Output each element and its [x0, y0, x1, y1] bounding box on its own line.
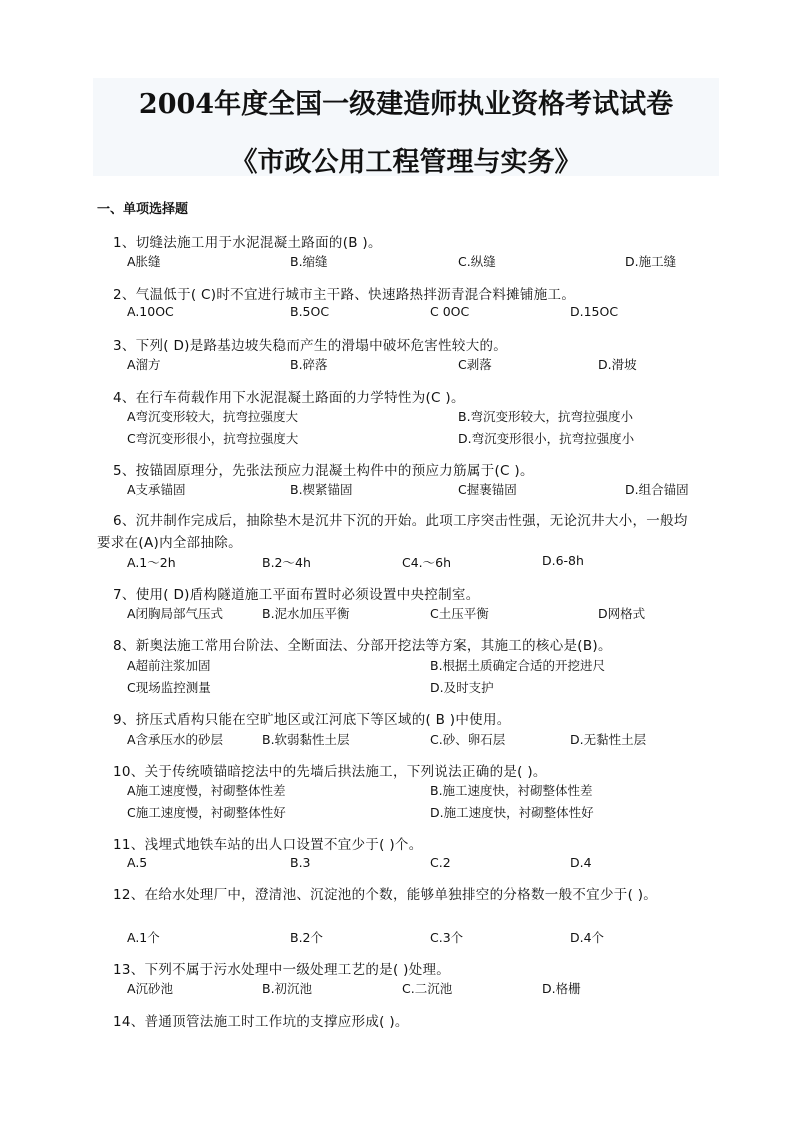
- question-stem: 7、使用( D)盾构隧道施工平面布置时必须设置中央控制室。: [113, 587, 480, 603]
- option: D网格式: [598, 606, 646, 621]
- option: D.4个: [570, 930, 605, 945]
- question-stem: 2、气温低于( C)时不宜进行城市主干路、快速路热拌沥青混合料摊铺施工。: [113, 287, 576, 303]
- question-stem: 10、关于传统喷锚暗挖法中的先墙后拱法施工，下列说法正确的是( )。: [113, 764, 547, 780]
- option: C 0OC: [430, 304, 470, 319]
- option: D.无黏性土层: [570, 732, 647, 747]
- option: A.5: [127, 855, 148, 870]
- option: A沉砂池: [127, 981, 174, 996]
- option: B.5OC: [290, 304, 330, 319]
- option: A施工速度慢，衬砌整体性差: [127, 783, 286, 798]
- option: A闭胸局部气压式: [127, 606, 224, 621]
- option: D.4: [570, 855, 592, 870]
- question-stem: 1、切缝法施工用于水泥混凝土路面的(B )。: [113, 235, 382, 251]
- option: B.碎落: [290, 357, 328, 372]
- option: A.1个: [127, 930, 160, 945]
- option: B.2～4h: [262, 555, 311, 570]
- option: B.初沉池: [262, 981, 313, 996]
- section-heading: 一、单项选择题: [97, 202, 189, 217]
- question-stem: 3、下列( D)是路基边坡失稳而产生的滑塌中破坏危害性较大的。: [113, 338, 508, 354]
- option: A支承锚固: [127, 482, 186, 497]
- option: C土压平衡: [430, 606, 489, 621]
- exam-title: 2004年度全国一级建造师执业资格考试试卷: [138, 89, 674, 120]
- option: C剥落: [458, 357, 492, 372]
- option: C施工速度慢，衬砌整体性好: [127, 805, 286, 820]
- question-stem: 12、在给水处理厂中，澄清池、沉淀池的个数，能够单独排空的分格数一般不宜少于( )。: [113, 887, 658, 903]
- question-stem: 13、下列不属于污水处理中一级处理工艺的是( )处理。: [113, 962, 451, 978]
- option: A含承压水的砂层: [127, 732, 224, 747]
- exam-subtitle: 《市政公用工程管理与实务》: [230, 147, 582, 178]
- option: D.格栅: [542, 981, 581, 996]
- option: A溜方: [127, 357, 161, 372]
- option: B.2个: [290, 930, 324, 945]
- question-stem: 4、在行车荷载作用下水泥混凝土路面的力学特性为(C )。: [113, 390, 465, 406]
- question-stem: 6、沉井制作完成后，抽除垫木是沉井下沉的开始。此项工序突击性强，无论沉井大小，一般均要求在(A)内全部抽除。: [97, 513, 688, 551]
- title-block: [93, 78, 719, 176]
- option: D.组合锚固: [625, 482, 689, 497]
- option: C.纵缝: [458, 254, 496, 269]
- option: B.缩缝: [290, 254, 328, 269]
- option: A.10OC: [127, 304, 174, 319]
- option: C握裹锚固: [458, 482, 517, 497]
- option: B.弯沉变形较大，抗弯拉强度小: [458, 409, 634, 424]
- question-stem: 11、浅埋式地铁车站的出人口设置不宜少于( )个。: [113, 837, 423, 853]
- option: A.1～2h: [127, 555, 176, 570]
- question-stem: 8、新奥法施工常用台阶法、全断面法、分部开挖法等方案，其施工的核心是(B)。: [113, 638, 612, 654]
- option: D.15OC: [570, 304, 619, 319]
- option: D.施工缝: [625, 254, 677, 269]
- option: B.施工速度快，衬砌整体性差: [430, 783, 593, 798]
- option: C.2: [430, 855, 451, 870]
- option: D.及时支护: [430, 680, 494, 695]
- option: C现场监控测量: [127, 680, 211, 695]
- question-stem: 5、按锚固原理分，先张法预应力混凝土构件中的预应力筋属于(C )。: [113, 463, 534, 479]
- option: D.弯沉变形很小，抗弯拉强度小: [458, 431, 635, 446]
- option: B.软弱黏性土层: [262, 732, 350, 747]
- option: C弯沉变形很小，抗弯拉强度大: [127, 431, 299, 446]
- option: C.二沉池: [402, 981, 453, 996]
- option: D.施工速度快，衬砌整体性好: [430, 805, 594, 820]
- question-stem: 14、普通顶管法施工时工作坑的支撑应形成( )。: [113, 1014, 409, 1030]
- option: C4.～6h: [402, 555, 452, 570]
- option: C.砂、卵石层: [430, 732, 506, 747]
- option: B.3: [290, 855, 311, 870]
- option: B.泥水加压平衡: [262, 606, 350, 621]
- option: C.3个: [430, 930, 464, 945]
- option: D.6-8h: [542, 553, 584, 568]
- option: A超前注浆加固: [127, 658, 211, 673]
- option: A弯沉变形较大，抗弯拉强度大: [127, 409, 299, 424]
- option: D.滑坡: [598, 357, 637, 372]
- option: B.楔紧锚固: [290, 482, 353, 497]
- option: B.根据土质确定合适的开挖进尺: [430, 658, 606, 673]
- question-stem: 9、挤压式盾构只能在空旷地区或江河底下等区域的( B )中使用。: [113, 712, 511, 728]
- option: A胀缝: [127, 254, 161, 269]
